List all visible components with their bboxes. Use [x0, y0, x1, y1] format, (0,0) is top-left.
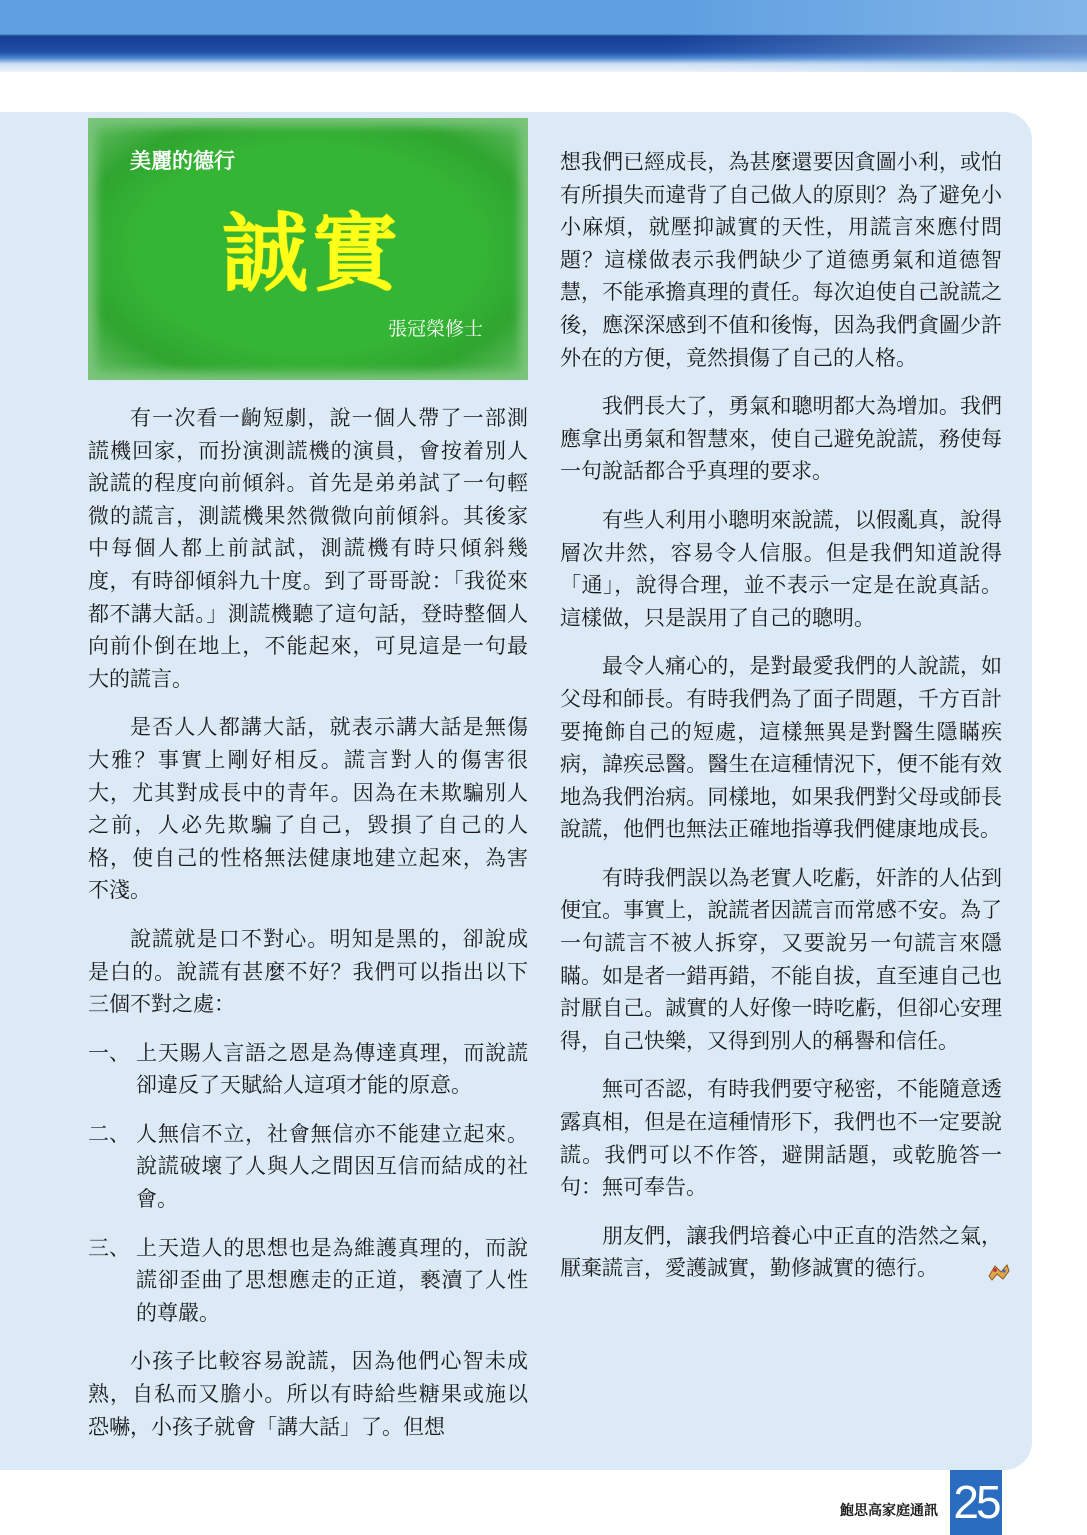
closing-paragraph [560, 1220, 1002, 1285]
top-header-band [0, 0, 1087, 72]
article-author: 張冠榮修士 [388, 318, 484, 340]
list-item-number: 三、 [88, 1235, 130, 1260]
page-number: 25 [950, 1470, 1002, 1535]
header-fade [667, 0, 1087, 72]
paragraph: 有些人利用小聰明來說謊，以假亂真，說得層次井然，容易令人信服。但是我們知道說得「通」，說得合理，並不表示一定是在說真話。這樣做，只是誤用了自己的聰明。 [560, 507, 1002, 630]
publication-name: 鮑思高家庭通訊 [840, 1503, 938, 1519]
closing-text: 朋友們，讓我們培養心中正直的浩然之氣，厭棄謊言，愛護誠實，勤修誠實的德行。 [560, 1223, 1002, 1281]
end-ornament-icon [944, 1259, 970, 1279]
list-item-text: 上天賜人言語之恩是為傳達真理，而說謊卻違反了天賦給人這項才能的原意。 [136, 1040, 528, 1098]
series-label: 美麗的德行 [130, 149, 235, 173]
paragraph: 有時我們誤以為老實人吃虧，奸詐的人佔到便宜。事實上，說謊者因謊言而常感不安。為了一句謊言不被人拆穿，又要說另一句謊言來隱瞞。如是者一錯再錯，不能自拔，直至連自己也討厭自己。誠實的人好像一時吃虧，但卻心安理得，自己快樂，又得到別人的稱譽和信任。 [560, 865, 1002, 1053]
paragraph: 是否人人都講大話，就表示講大話是無傷大雅？事實上剛好相反。謊言對人的傷害很大，尤其對成長中的青年。因為在未欺騙別人之前，人必先欺騙了自己，毀損了自己的人格，使自己的性格無法健康地建立起來，為害不淺。 [88, 715, 528, 903]
list-item-text: 上天造人的思想也是為維護真理的，而說謊卻歪曲了思想應走的正道，褻瀆了人性的尊嚴。 [136, 1235, 528, 1325]
list-item [88, 1118, 528, 1216]
list-item [88, 1232, 528, 1330]
right-column [560, 146, 1002, 1301]
list-item-number: 二、 [88, 1121, 130, 1146]
left-column [88, 402, 528, 1459]
title-box [88, 118, 528, 380]
paragraph: 無可否認，有時我們要守秘密，不能隨意透露真相，但是在這種情形下，我們也不一定要說謊。我們可以不作答，避開話題，或乾脆答一句：無可奉告。 [560, 1077, 1002, 1200]
list-item-text: 人無信不立，社會無信亦不能建立起來。說謊破壞了人與人之間因互信而結成的社會。 [136, 1121, 528, 1212]
paragraph: 我們長大了，勇氣和聰明都大為增加。我們應拿出勇氣和智慧來，使自己避免說謊，務使每一句說話都合乎真理的要求。 [560, 394, 1002, 484]
paragraph: 說謊就是口不對心。明知是黑的，卻說成是白的。說謊有甚麼不好？我們可以指出以下三個不對之處： [88, 926, 528, 1017]
paragraph: 最令人痛心的，是對最愛我們的人說謊，如父母和師長。有時我們為了面子問題，千方百計要掩飾自己的短處，這樣無異是對醫生隱瞞疾病，諱疾忌醫。醫生在這種情況下，便不能有效地為我們治病。同樣地，如果我們對父母或師長說謊，他們也無法正確地指導我們健康地成長。 [560, 654, 1002, 842]
paragraph: 小孩子比較容易說謊，因為他們心智未成熟，自私而又膽小。所以有時給些糖果或施以恐嚇，小孩子就會「講大話」了。但想 [88, 1349, 528, 1439]
paragraph: 想我們已經成長，為甚麼還要因貪圖小利，或怕有所損失而違背了自己做人的原則？為了避免小小麻煩，就壓抑誠實的天性，用謊言來應付問題？這樣做表示我們缺少了道德勇氣和道德智慧，不能承擔真理的責任。每次迫使自己說謊之後，應深深感到不值和後悔，因為我們貪圖少許外在的方便，竟然損傷了自己的人格。 [560, 150, 1002, 370]
article-title: 誠實 [222, 204, 402, 304]
list-item-number: 一、 [88, 1040, 130, 1065]
list-item [88, 1037, 528, 1102]
paragraph: 有一次看一齣短劇，說一個人帶了一部測謊機回家，而扮演測謊機的演員，會按着別人說謊的程度向前傾斜。首先是弟弟試了一句輕微的謊言，測謊機果然微微向前傾斜。其後家中每個人都上前試試，測謊機有時只傾斜幾度，有時卻傾斜九十度。到了哥哥說：「我從來都不講大話。」測謊機聽了這句話，登時整個人向前仆倒在地上，不能起來，可見這是一句最大的謊言。 [88, 406, 528, 691]
